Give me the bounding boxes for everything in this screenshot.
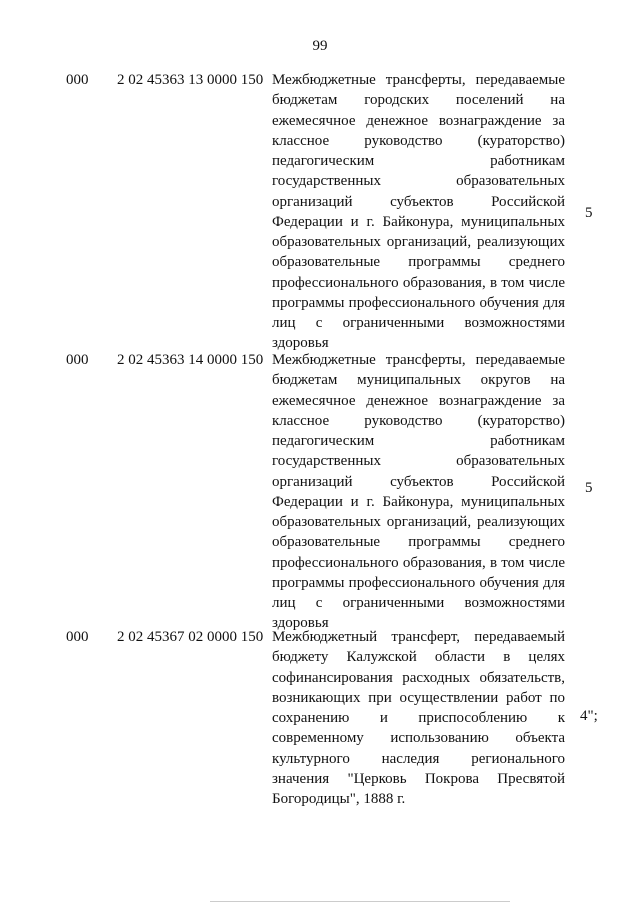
budget-classification-code: 2 02 45363 13 0000 150 [117, 72, 264, 88]
budget-classification-code: 2 02 45367 02 0000 150 [117, 629, 264, 645]
row-value: 4"; [580, 708, 598, 724]
row-description: Межбюджетный трансферт, передаваемый бюджету Калужской области в целях софинансирования расходных обязательств, возникающих при осуществлении работ по сохранению и приспособлению к современному использованию объекта культурного наследия регионального значения "Церковь Покрова Пресвятой Богородицы", 1888 г. [272, 629, 565, 807]
code-admin: 000 [66, 352, 89, 368]
row-description: Межбюджетные трансферты, передаваемые бюджетам муниципальных округов на ежемесячное денежное вознаграждение за классное руководство (кураторство) педагогическим работникам государственных образовательных организаций субъектов Российской Федерации и г. Байконура, муниципальных образовательных организаций, реализующих образовательные программы среднего профессионального образования, в том числе программы профессионального обучения для лиц с ограниченными возможностями здоровья [272, 352, 565, 632]
page-number: 99 [312, 38, 328, 54]
budget-classification-code: 2 02 45363 14 0000 150 [117, 352, 264, 368]
row-value: 5 [585, 205, 593, 221]
row-description: Межбюджетные трансферты, передаваемые бюджетам городских поселений на ежемесячное денежное вознаграждение за классное руководство (кураторство) педагогическим работникам государственных образовательных организаций субъектов Российской Федерации и г. Байконура, муниципальных образовательных организаций, реализующих образовательные программы среднего профессионального образования, в том числе программы профессионального обучения для лиц с ограниченными возможностями здоровья [272, 72, 565, 352]
code-admin: 000 [66, 72, 89, 88]
code-admin: 000 [66, 629, 89, 645]
page-bottom-edge [210, 901, 510, 902]
row-value: 5 [585, 480, 593, 496]
